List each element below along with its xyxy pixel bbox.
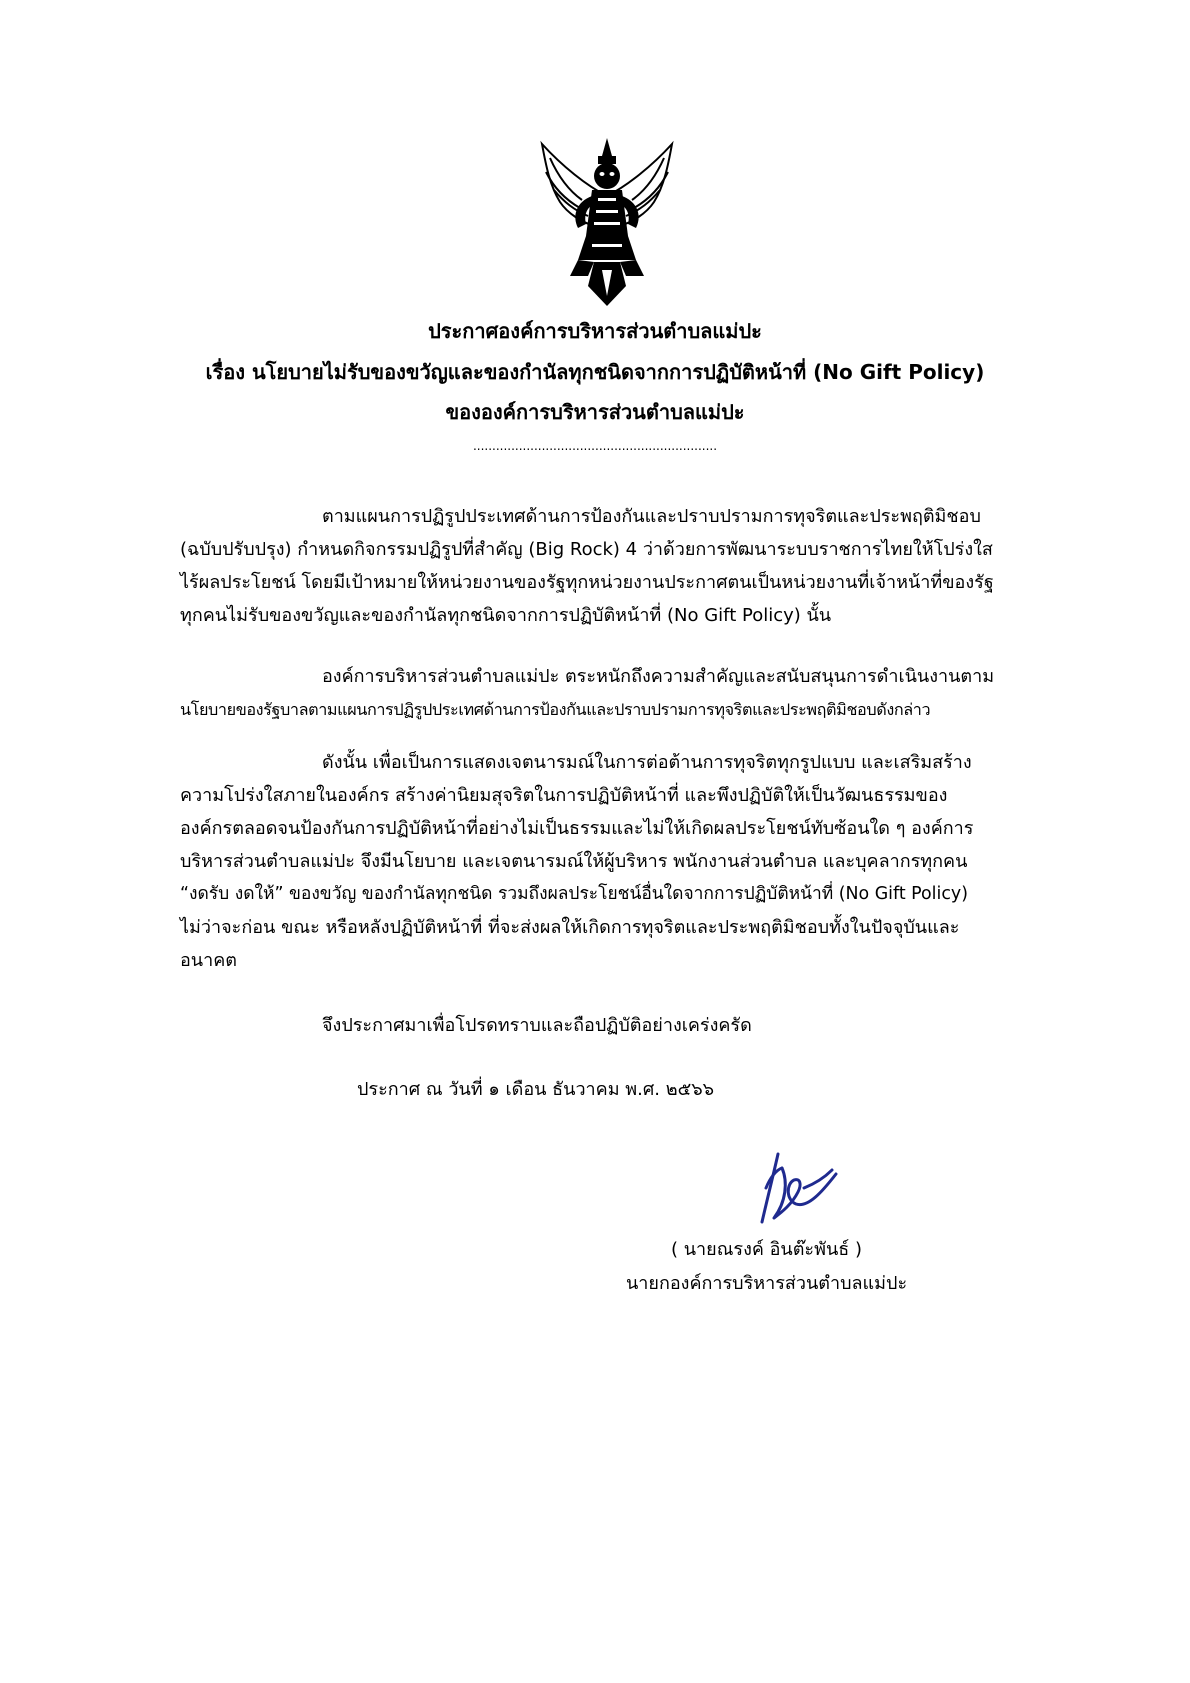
- paragraph-3-line: องค์กรตลอดจนป้องกันการปฏิบัติหน้าที่อย่างไม่เป็นธรรมและไม่ให้เกิดผลประโยชน์ทับซ้อนใด ๆ องค์การ: [180, 818, 974, 839]
- paragraph-1-line: (ฉบับปรับปรุง) กำหนดกิจกรรมปฏิรูปที่สำคัญ (Big Rock) 4 ว่าด้วยการพัฒนาระบบราชการไทยให้โปร่งใส: [180, 539, 993, 560]
- paragraph-1-line: ทุกคนไม่รับของขวัญและของกำนัลทุกชนิดจากการปฏิบัติหน้าที่ (No Gift Policy) นั้น: [180, 605, 832, 626]
- paragraph-3: [180, 746, 1038, 977]
- paragraph-3-line: อนาคต: [180, 950, 237, 971]
- dotted-separator: ................................................................: [472, 439, 718, 453]
- announcement-title: ประกาศองค์การบริหารส่วนตำบลแม่ปะ: [428, 319, 762, 343]
- closing-statement: จึงประกาศมาเพื่อโปรดทราบและถือปฏิบัติอย่างเคร่งครัด: [322, 1015, 752, 1036]
- subject-line: เรื่อง นโยบายไม่รับของขวัญและของกำนัลทุกชนิดจากการปฏิบัติหน้าที่ (No Gift Policy): [205, 360, 985, 384]
- paragraph-2-line: นโยบายของรัฐบาลตามแผนการปฏิรูปประเทศด้านการป้องกันและปราบปรามการทุจริตและประพฤติมิชอบดังกล่าว: [180, 700, 931, 719]
- paragraph-1: [180, 500, 1038, 632]
- announcement-date: ประกาศ ณ วันที่ ๑ เดือน ธันวาคม พ.ศ. ๒๕๖๖: [357, 1079, 715, 1100]
- paragraph-3-line: ไม่ว่าจะก่อน ขณะ หรือหลังปฏิบัติหน้าที่ ที่จะส่งผลให้เกิดการทุจริตและประพฤติมิชอบทั้งในปัจจุบันและ: [180, 917, 960, 938]
- garuda-emblem-icon: [532, 136, 682, 308]
- signer-position: นายกองค์การบริหารส่วนตำบลแม่ปะ: [626, 1273, 908, 1294]
- paragraph-3-line: “งดรับ งดให้” ของขวัญ ของกำนัลทุกชนิด รวมถึงผลประโยชน์อื่นใดจากการปฏิบัติหน้าที่ (No Gift Policy): [180, 884, 968, 904]
- paragraph-3-line: ความโปร่งใสภายในองค์กร สร้างค่านิยมสุจริตในการปฏิบัติหน้าที่ และพึงปฏิบัติให้เป็นวัฒนธรรมของ: [180, 785, 948, 806]
- organization-line: ขององค์การบริหารส่วนตำบลแม่ปะ: [445, 400, 745, 424]
- paragraph-2: [180, 660, 1038, 726]
- paragraph-1-line: ตามแผนการปฏิรูปประเทศด้านการป้องกันและปราบปรามการทุจริตและประพฤติมิชอบ: [322, 506, 981, 527]
- paragraph-2-line: องค์การบริหารส่วนตำบลแม่ปะ ตระหนักถึงความสำคัญและสนับสนุนการดำเนินงานตาม: [322, 666, 995, 687]
- signer-name: ( นายณรงค์ อินต๊ะพันธ์ ): [671, 1239, 862, 1260]
- paragraph-3-line: บริหารส่วนตำบลแม่ปะ จึงมีนโยบาย และเจตนารมณ์ให้ผู้บริหาร พนักงานส่วนตำบล และบุคลากรทุกคน: [180, 851, 968, 872]
- paragraph-3-line: ดังนั้น เพื่อเป็นการแสดงเจตนารมณ์ในการต่อต้านการทุจริตทุกรูปแบบ และเสริมสร้าง: [322, 752, 972, 773]
- paragraph-1-line: ไร้ผลประโยชน์ โดยมีเป้าหมายให้หน่วยงานของรัฐทุกหน่วยงานประกาศตนเป็นหน่วยงานที่เจ้าหน้าที่ของรัฐ: [180, 572, 994, 593]
- handwritten-signature: [752, 1148, 842, 1228]
